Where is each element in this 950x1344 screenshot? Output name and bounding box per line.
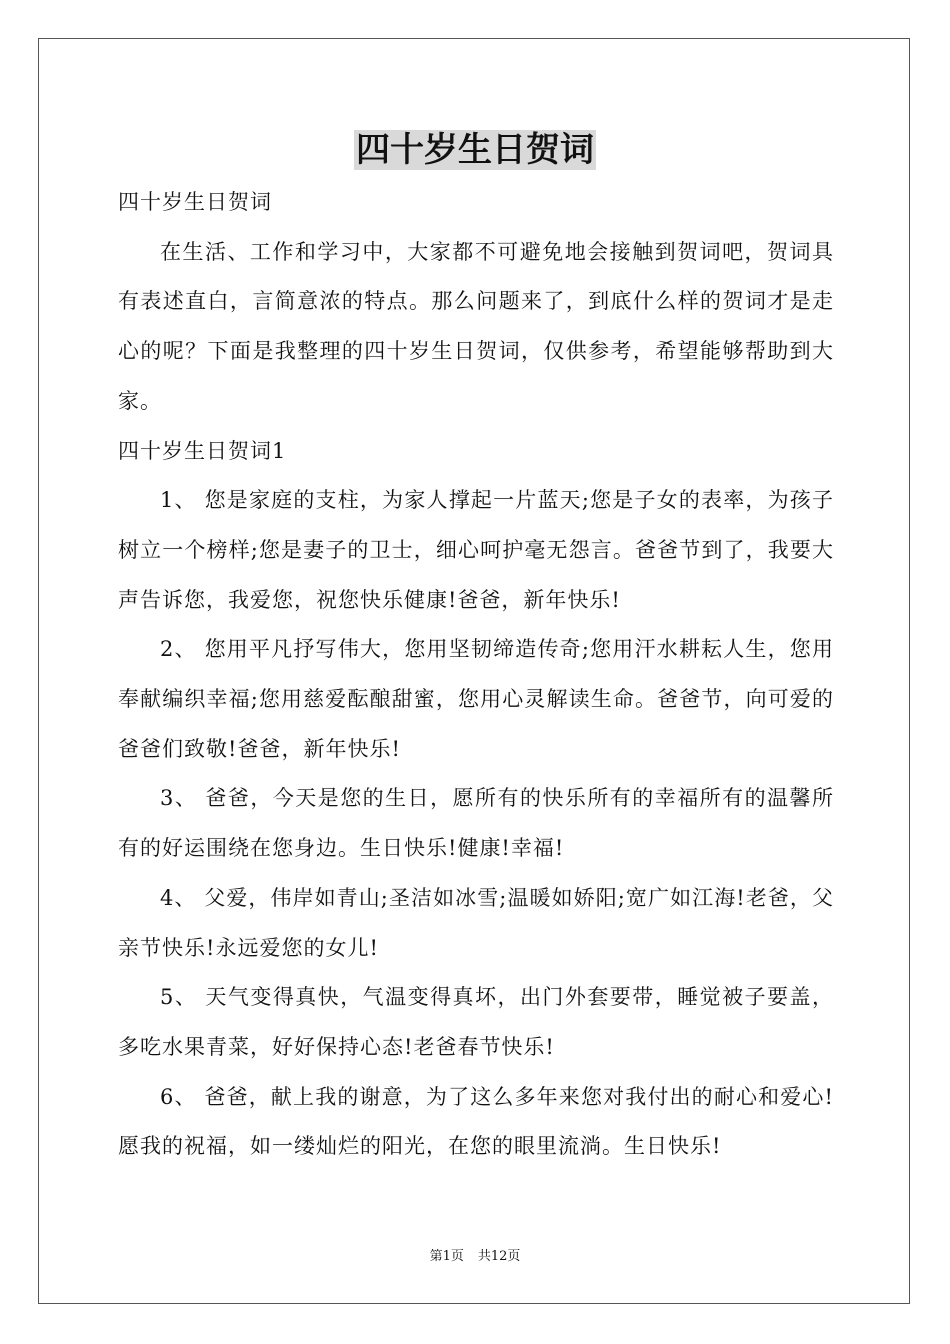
intro-paragraph: 在生活、工作和学习中，大家都不可避免地会接触到贺词吧，贺词具有表述直白，言简意浓的特点。那么问题来了，到底什么样的贺词才是走心的呢？下面是我整理的四十岁生日贺词，仅供参考，希望能够帮助到大家。	[118, 239, 834, 413]
page-number: 第1页	[429, 1249, 464, 1264]
document-body	[118, 178, 834, 1172]
greeting-item-5: 5、 天气变得真快，气温变得真坏，出门外套要带，睡觉被子要盖，多吃水果青菜，好好保持心态!老爸春节快乐!	[118, 985, 834, 1059]
greeting-item-2: 2、 您用平凡抒写伟大，您用坚韧缔造传奇;您用汗水耕耘人生，您用奉献编织幸福;您用慈爱酝酿甜蜜，您用心灵解读生命。爸爸节，向可爱的爸爸们致敬!爸爸，新年快乐!	[118, 637, 834, 761]
document-title-text: 四十岁生日贺词	[356, 130, 594, 170]
document-title	[0, 128, 950, 172]
section-heading-1: 四十岁生日贺词1	[118, 438, 287, 463]
section-heading: 四十岁生日贺词	[118, 190, 272, 214]
page-count: 共12页	[477, 1249, 521, 1264]
greeting-item-3: 3、 爸爸，今天是您的生日，愿所有的快乐所有的幸福所有的温馨所有的好运围绕在您身边。生日快乐!健康!幸福!	[118, 786, 834, 861]
page-footer	[0, 1248, 950, 1266]
greeting-item-4: 4、 父爱，伟岸如青山;圣洁如冰雪;温暖如娇阳;宽广如江海!老爸，父亲节快乐!永远爱您的女儿!	[118, 885, 834, 960]
greeting-item-1: 1、 您是家庭的支柱，为家人撑起一片蓝天;您是子女的表率，为孩子树立一个榜样;您是妻子的卫士，细心呵护毫无怨言。爸爸节到了，我要大声告诉您，我爱您，祝您快乐健康!爸爸，新年快乐!	[118, 488, 834, 612]
greeting-item-6: 6、 爸爸，献上我的谢意，为了这么多年来您对我付出的耐心和爱心!愿我的祝福，如一缕灿烂的阳光，在您的眼里流淌。生日快乐!	[118, 1084, 834, 1159]
